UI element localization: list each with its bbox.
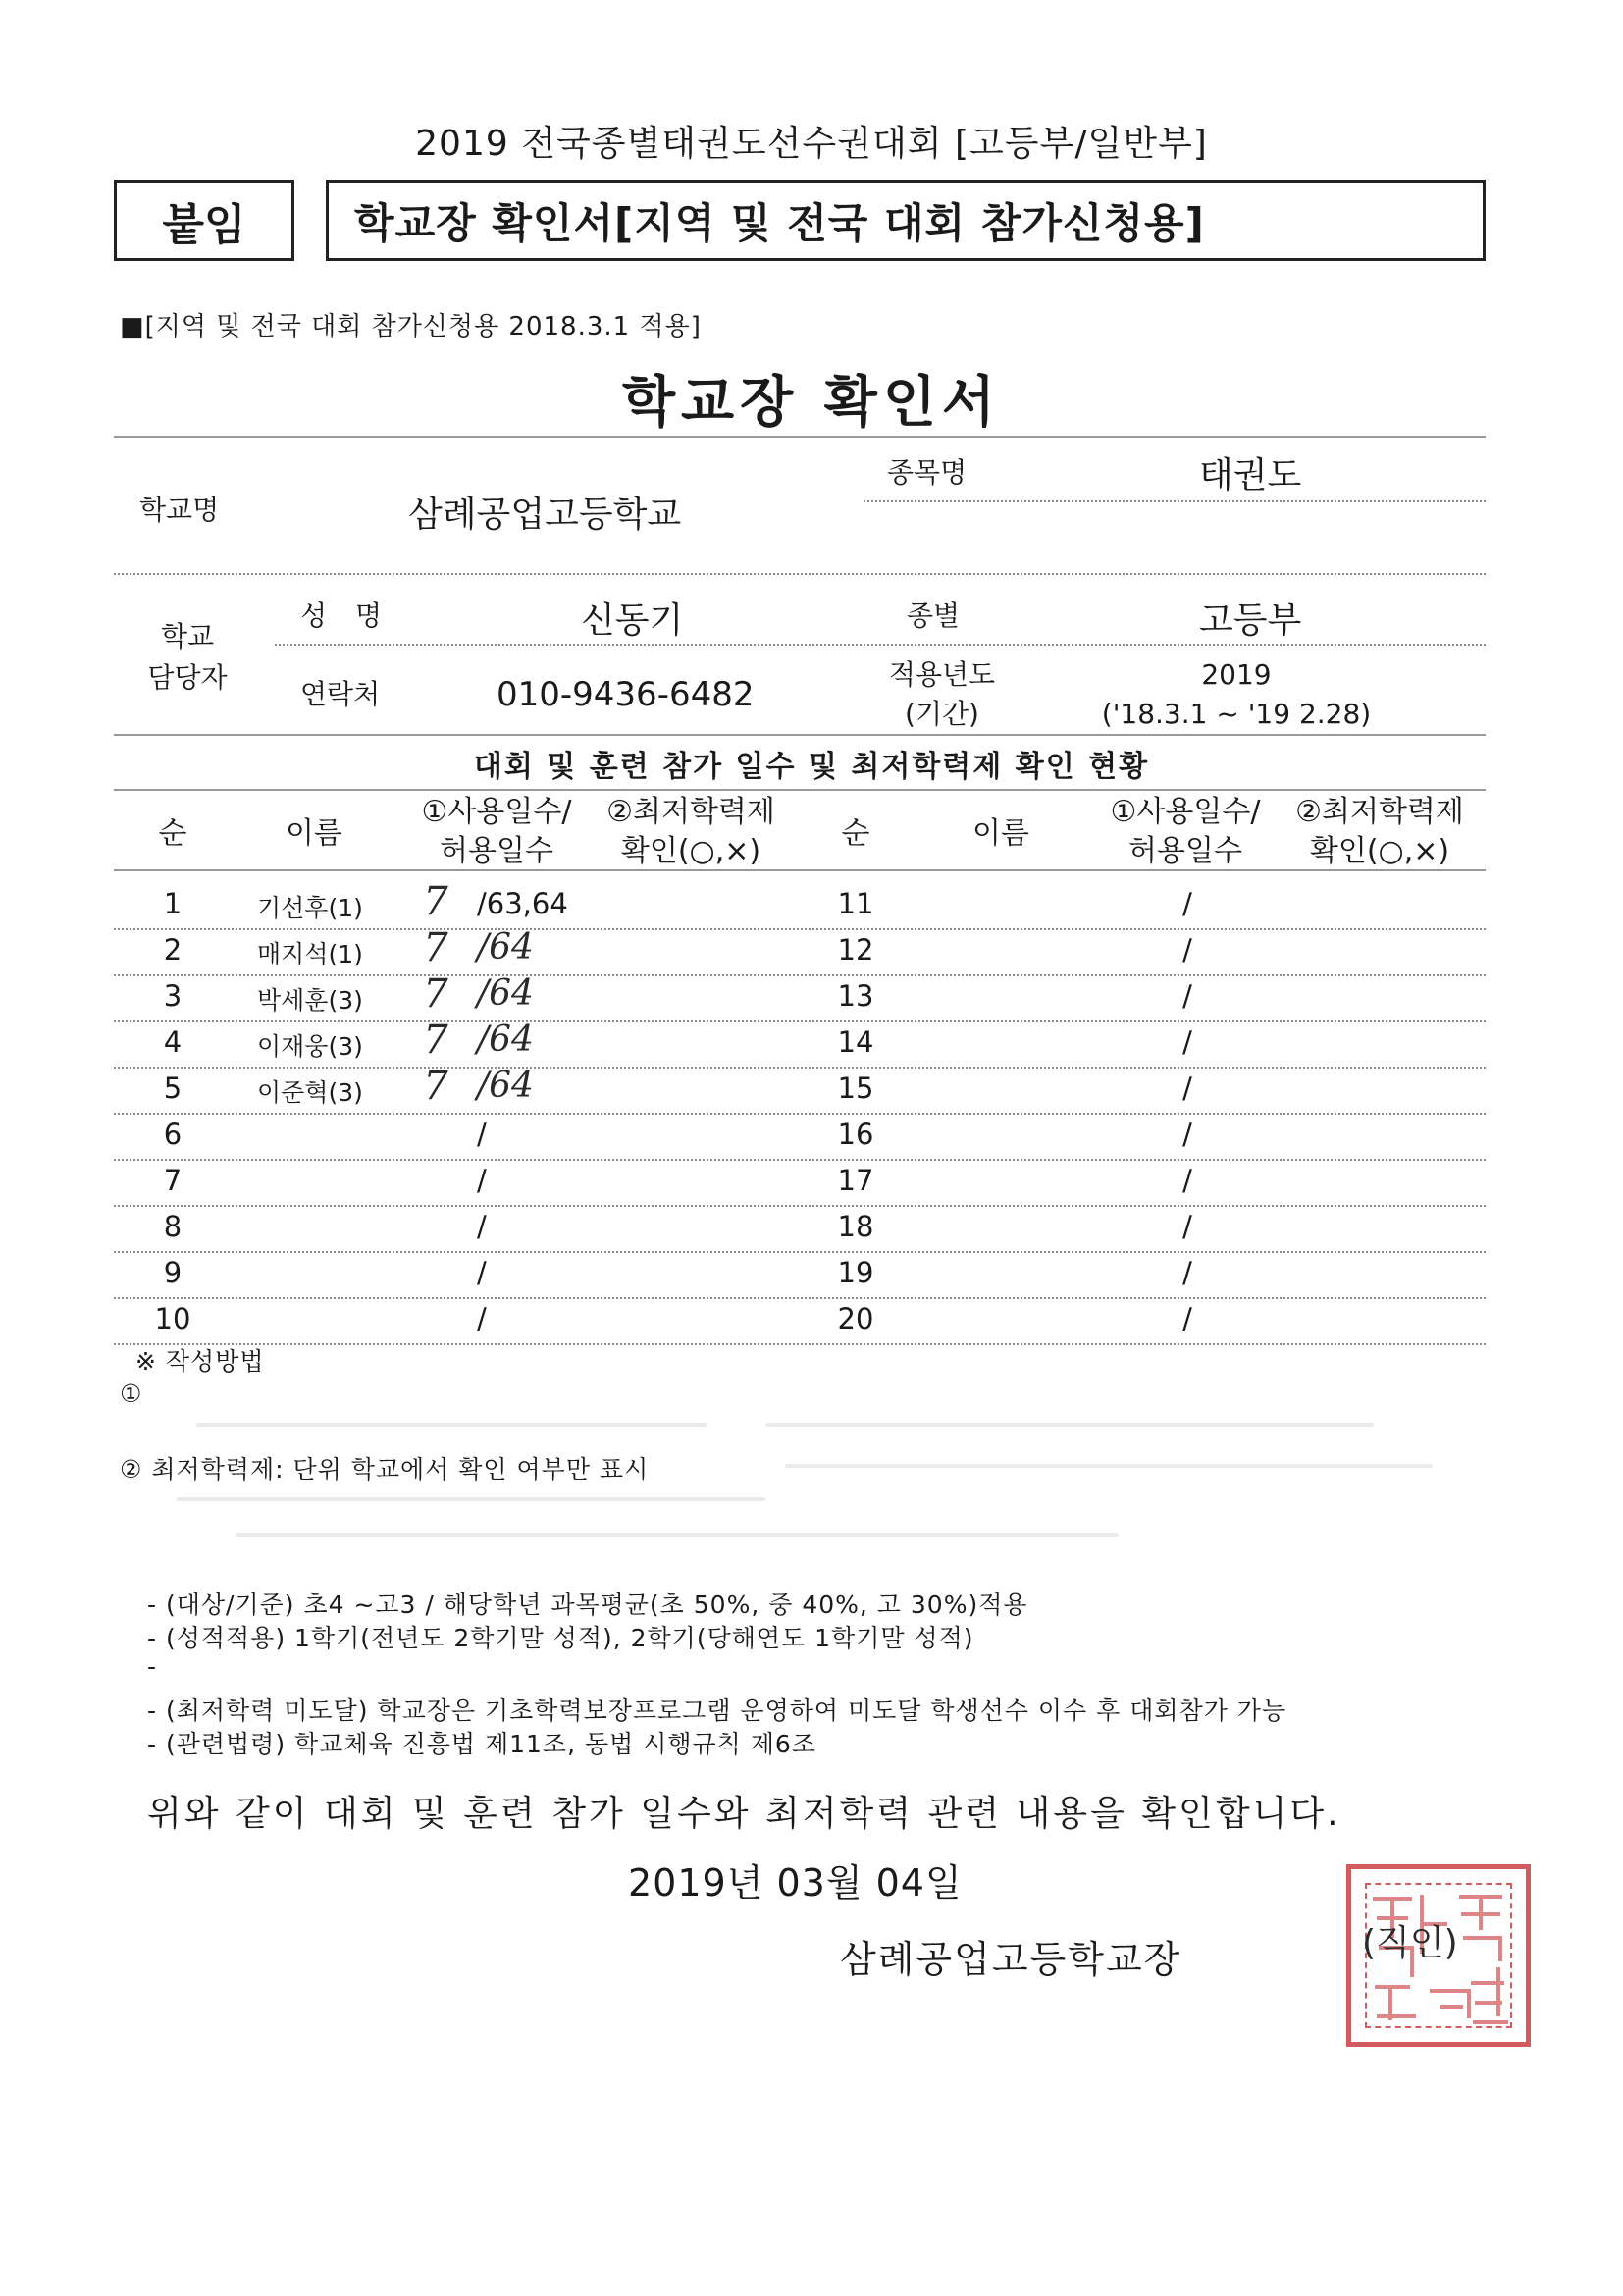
- standard-note: ■[지역 및 전국 대회 참가신청용 2018.3.1 적용]: [120, 312, 702, 341]
- instruction-bullet-4: - (최저학력 미도달) 학교장은 기초학력보장프로그램 운영하여 미도달 학생선수 이수 후 대회참가 가능: [147, 1696, 1287, 1725]
- row-number: 5: [163, 1071, 183, 1105]
- division-label: 종별: [907, 600, 961, 632]
- row-number-right: 12: [837, 933, 874, 966]
- divider: [114, 869, 1486, 871]
- instruction-bullet-1: - (대상/기준) 초4 ~고3 / 해당학년 과목평균(초 50%, 중 40%, 고 30%)적용: [147, 1591, 1028, 1619]
- manager-name-value: 신동기: [581, 600, 684, 641]
- attachment-label-box: 붙임: [114, 180, 294, 261]
- divider: [114, 734, 1486, 736]
- allowed-days-right: /: [1182, 1256, 1192, 1289]
- row-number-right: 11: [837, 887, 874, 920]
- school-name-value: 삼례공업고등학교: [408, 495, 682, 535]
- allowed-days-right: /: [1182, 1118, 1192, 1151]
- allowed-days-right: /: [1182, 933, 1192, 966]
- allowed-days-right: /: [1182, 1210, 1192, 1243]
- allowed-days: /: [477, 1164, 487, 1197]
- row-divider: [114, 1159, 1486, 1161]
- sport-value: 태권도: [1199, 455, 1302, 496]
- status-title: 대회 및 훈련 참가 일수 및 최저학력제 확인 현황: [473, 750, 1150, 784]
- allowed-days: /64: [477, 1019, 534, 1060]
- col-header-check-line2: 확인(○,×): [620, 834, 761, 868]
- instruction-bullet-5: - (관련법령) 학교체육 진흥법 제11조, 동법 시행규칙 제6조: [147, 1730, 816, 1758]
- event-title: 2019 전국종별태권도선수권대회 [고등부/일반부]: [415, 124, 1208, 164]
- col-header-days-right: [1087, 793, 1283, 871]
- used-days: 7: [423, 879, 448, 924]
- col-header-name-right: 이름: [972, 816, 1029, 851]
- col-header-days-line1: ①사용일수/: [1110, 795, 1261, 829]
- allowed-days: /64: [477, 927, 534, 967]
- faded-text-smudge: [785, 1464, 1433, 1468]
- apply-year-value: [1060, 655, 1413, 734]
- row-number-right: 20: [837, 1302, 874, 1335]
- used-days: 7: [423, 1064, 448, 1109]
- school-manager-label-line1: 학교: [160, 620, 215, 652]
- row-number-right: 17: [837, 1164, 874, 1197]
- row-divider: [114, 974, 1486, 976]
- sport-label: 종목명: [887, 456, 968, 489]
- athlete-name: 이재웅(3): [257, 1032, 363, 1061]
- col-header-days-line2: 허용일수: [440, 834, 553, 868]
- row-number: 7: [163, 1164, 183, 1197]
- allowed-days-right: /: [1182, 1302, 1192, 1335]
- used-days: 7: [423, 971, 448, 1017]
- allowed-days-right: /: [1182, 979, 1192, 1013]
- school-name-label: 학교명: [139, 494, 220, 526]
- divider: [114, 573, 1486, 575]
- instruction-item-1-marker: ①: [120, 1380, 143, 1408]
- used-days: 7: [423, 925, 448, 970]
- allowed-days: /64: [477, 973, 534, 1014]
- row-divider: [114, 1343, 1486, 1345]
- allowed-days-right: /: [1182, 887, 1192, 920]
- row-number-right: 18: [837, 1210, 874, 1243]
- instruction-bullet-2: - (성적적용) 1학기(전년도 2학기말 성적), 2학기(당해연도 1학기말 성적): [147, 1624, 974, 1652]
- row-number: 4: [163, 1025, 183, 1059]
- col-header-days-line2: 허용일수: [1128, 834, 1242, 868]
- row-number: 9: [163, 1256, 183, 1289]
- divider: [864, 500, 1486, 502]
- divider: [114, 436, 1486, 438]
- apply-year-label-line1: 적용년도: [888, 658, 996, 691]
- col-header-no-right: 순: [841, 816, 870, 851]
- row-number-right: 13: [837, 979, 874, 1013]
- col-header-check-line1: ②최저학력제: [606, 795, 775, 829]
- col-header-check-right: [1282, 793, 1478, 871]
- row-number: 1: [163, 887, 183, 920]
- contact-value: 010-9436-6482: [497, 675, 755, 714]
- issue-date: 2019년 03월 04일: [628, 1861, 963, 1905]
- athlete-name: 이준혁(3): [257, 1078, 363, 1107]
- row-divider: [114, 1113, 1486, 1115]
- row-divider: [114, 928, 1486, 930]
- col-header-no: 순: [158, 816, 187, 851]
- row-number-right: 15: [837, 1071, 874, 1105]
- apply-year: 2019: [1201, 658, 1272, 691]
- confirmation-statement: 위와 같이 대회 및 훈련 참가 일수와 최저학력 관련 내용을 확인합니다.: [147, 1794, 1341, 1834]
- col-header-days: [398, 793, 595, 871]
- row-number: 8: [163, 1210, 183, 1243]
- col-header-days-line1: ①사용일수/: [421, 795, 572, 829]
- allowed-days: /63,64: [477, 887, 568, 920]
- row-number: 10: [154, 1302, 191, 1335]
- allowed-days-right: /: [1182, 1071, 1192, 1105]
- divider: [114, 789, 1486, 791]
- row-divider: [114, 1205, 1486, 1207]
- school-manager-label: [124, 616, 251, 699]
- allowed-days-right: /: [1182, 1164, 1192, 1197]
- allowed-days: /: [477, 1118, 487, 1151]
- allowed-days: /: [477, 1256, 487, 1289]
- instruction-bullet-3: -: [147, 1652, 158, 1681]
- allowed-days: /64: [477, 1066, 534, 1106]
- apply-year-label: [864, 655, 1021, 734]
- col-header-check-line2: 확인(○,×): [1309, 834, 1450, 868]
- row-number-right: 19: [837, 1256, 874, 1289]
- used-days: 7: [423, 1018, 448, 1063]
- document-title: 학교장 확인서: [621, 371, 1002, 435]
- faded-text-smudge: [765, 1423, 1374, 1427]
- athlete-name: 매지석(1): [257, 940, 363, 968]
- row-divider: [114, 1251, 1486, 1253]
- allowed-days-right: /: [1182, 1025, 1192, 1059]
- col-header-check: [593, 793, 789, 871]
- faded-text-smudge: [236, 1533, 1119, 1537]
- row-number-right: 14: [837, 1025, 874, 1059]
- form-title-box: 학교장 확인서[지역 및 전국 대회 참가신청용]: [326, 180, 1486, 261]
- row-divider: [114, 1297, 1486, 1299]
- division-value: 고등부: [1199, 600, 1302, 641]
- divider: [275, 644, 1486, 646]
- instructions-heading: ※ 작성방법: [135, 1347, 265, 1376]
- col-header-check-line1: ②최저학력제: [1295, 795, 1464, 829]
- instruction-item-2: ② 최저학력제: 단위 학교에서 확인 여부만 표시: [120, 1455, 650, 1484]
- apply-period: ('18.3.1 ~ '19 2.28): [1101, 698, 1372, 730]
- seal-label: (직인): [1362, 1923, 1458, 1963]
- row-number: 3: [163, 979, 183, 1013]
- row-divider: [114, 1020, 1486, 1022]
- athlete-name: 기선후(1): [257, 894, 363, 922]
- manager-name-label: 성 명: [300, 600, 392, 632]
- allowed-days: /: [477, 1210, 487, 1243]
- row-number-right: 16: [837, 1118, 874, 1151]
- principal-name: 삼례공업고등학교장: [840, 1938, 1182, 1981]
- row-number: 6: [163, 1118, 183, 1151]
- apply-year-label-line2: (기간): [905, 698, 979, 730]
- faded-text-smudge: [177, 1497, 765, 1501]
- faded-text-smudge: [196, 1423, 707, 1427]
- school-manager-label-line2: 담당자: [147, 661, 228, 694]
- row-divider: [114, 1067, 1486, 1069]
- allowed-days: /: [477, 1302, 487, 1335]
- row-number: 2: [163, 933, 183, 966]
- athlete-name: 박세훈(3): [257, 986, 363, 1015]
- contact-label: 연락처: [300, 678, 381, 710]
- col-header-name: 이름: [286, 816, 342, 851]
